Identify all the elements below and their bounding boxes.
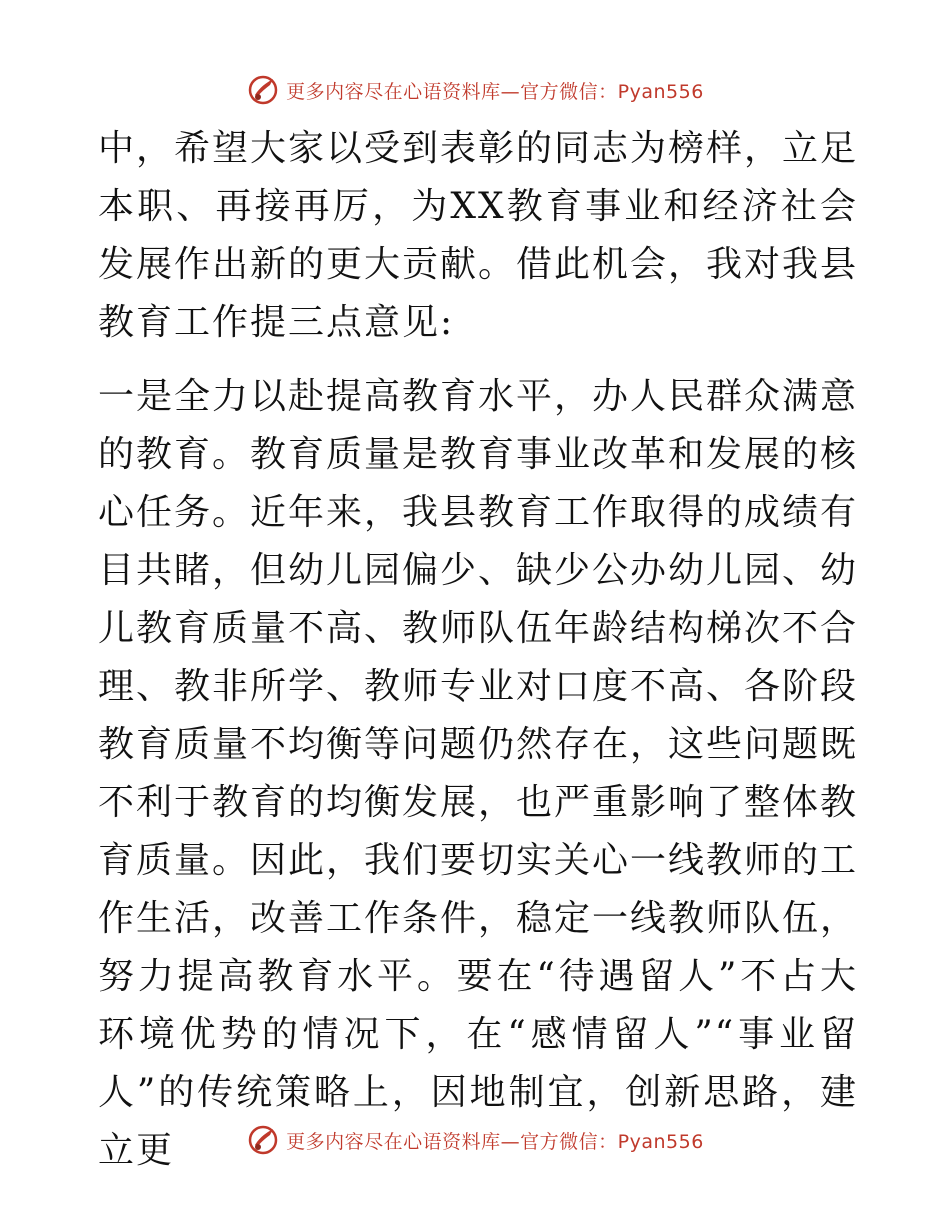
watermark-text: 更多内容尽在心语资料库—官方微信：Pyan556 (286, 1130, 704, 1153)
footer-watermark (0, 1120, 950, 1160)
watermark-text: 更多内容尽在心语资料库—官方微信：Pyan556 (286, 80, 704, 103)
brush-logo-icon (246, 1123, 280, 1157)
paragraph-1: 中，希望大家以受到表彰的同志为榜样，立足本职、再接再厉，为XX教育事业和经济社会发展作出新的更大贡献。借此机会，我对我县教育工作提三点意见: (98, 128, 859, 343)
document-body (98, 120, 858, 1180)
brush-logo-icon (246, 73, 280, 107)
header-watermark (0, 70, 950, 110)
paragraph-2: 一是全力以赴提高教育水平，办人民群众满意的教育。教育质量是教育事业改革和发展的核心任务。近年来，我县教育工作取得的成绩有目共睹，但幼儿园偏少、缺少公办幼儿园、幼儿教育质量不高、教师队伍年龄结构梯次不合理、教非所学、教师专业对口度不高、各阶段教育质量不均衡等问题仍然存在，这些问题既不利于教育的均衡发展，也严重影响了整体教育质量。因此，我们要切实关心一线教师的工作生活，改善工作条件，稳定一线教师队伍，努力提高教育水平。要在“待遇留人”不占大环境优势的情况下，在“感情留人”“事业留人”的传统策略上，因地制宜，创新思路，建立更 (98, 376, 859, 1171)
